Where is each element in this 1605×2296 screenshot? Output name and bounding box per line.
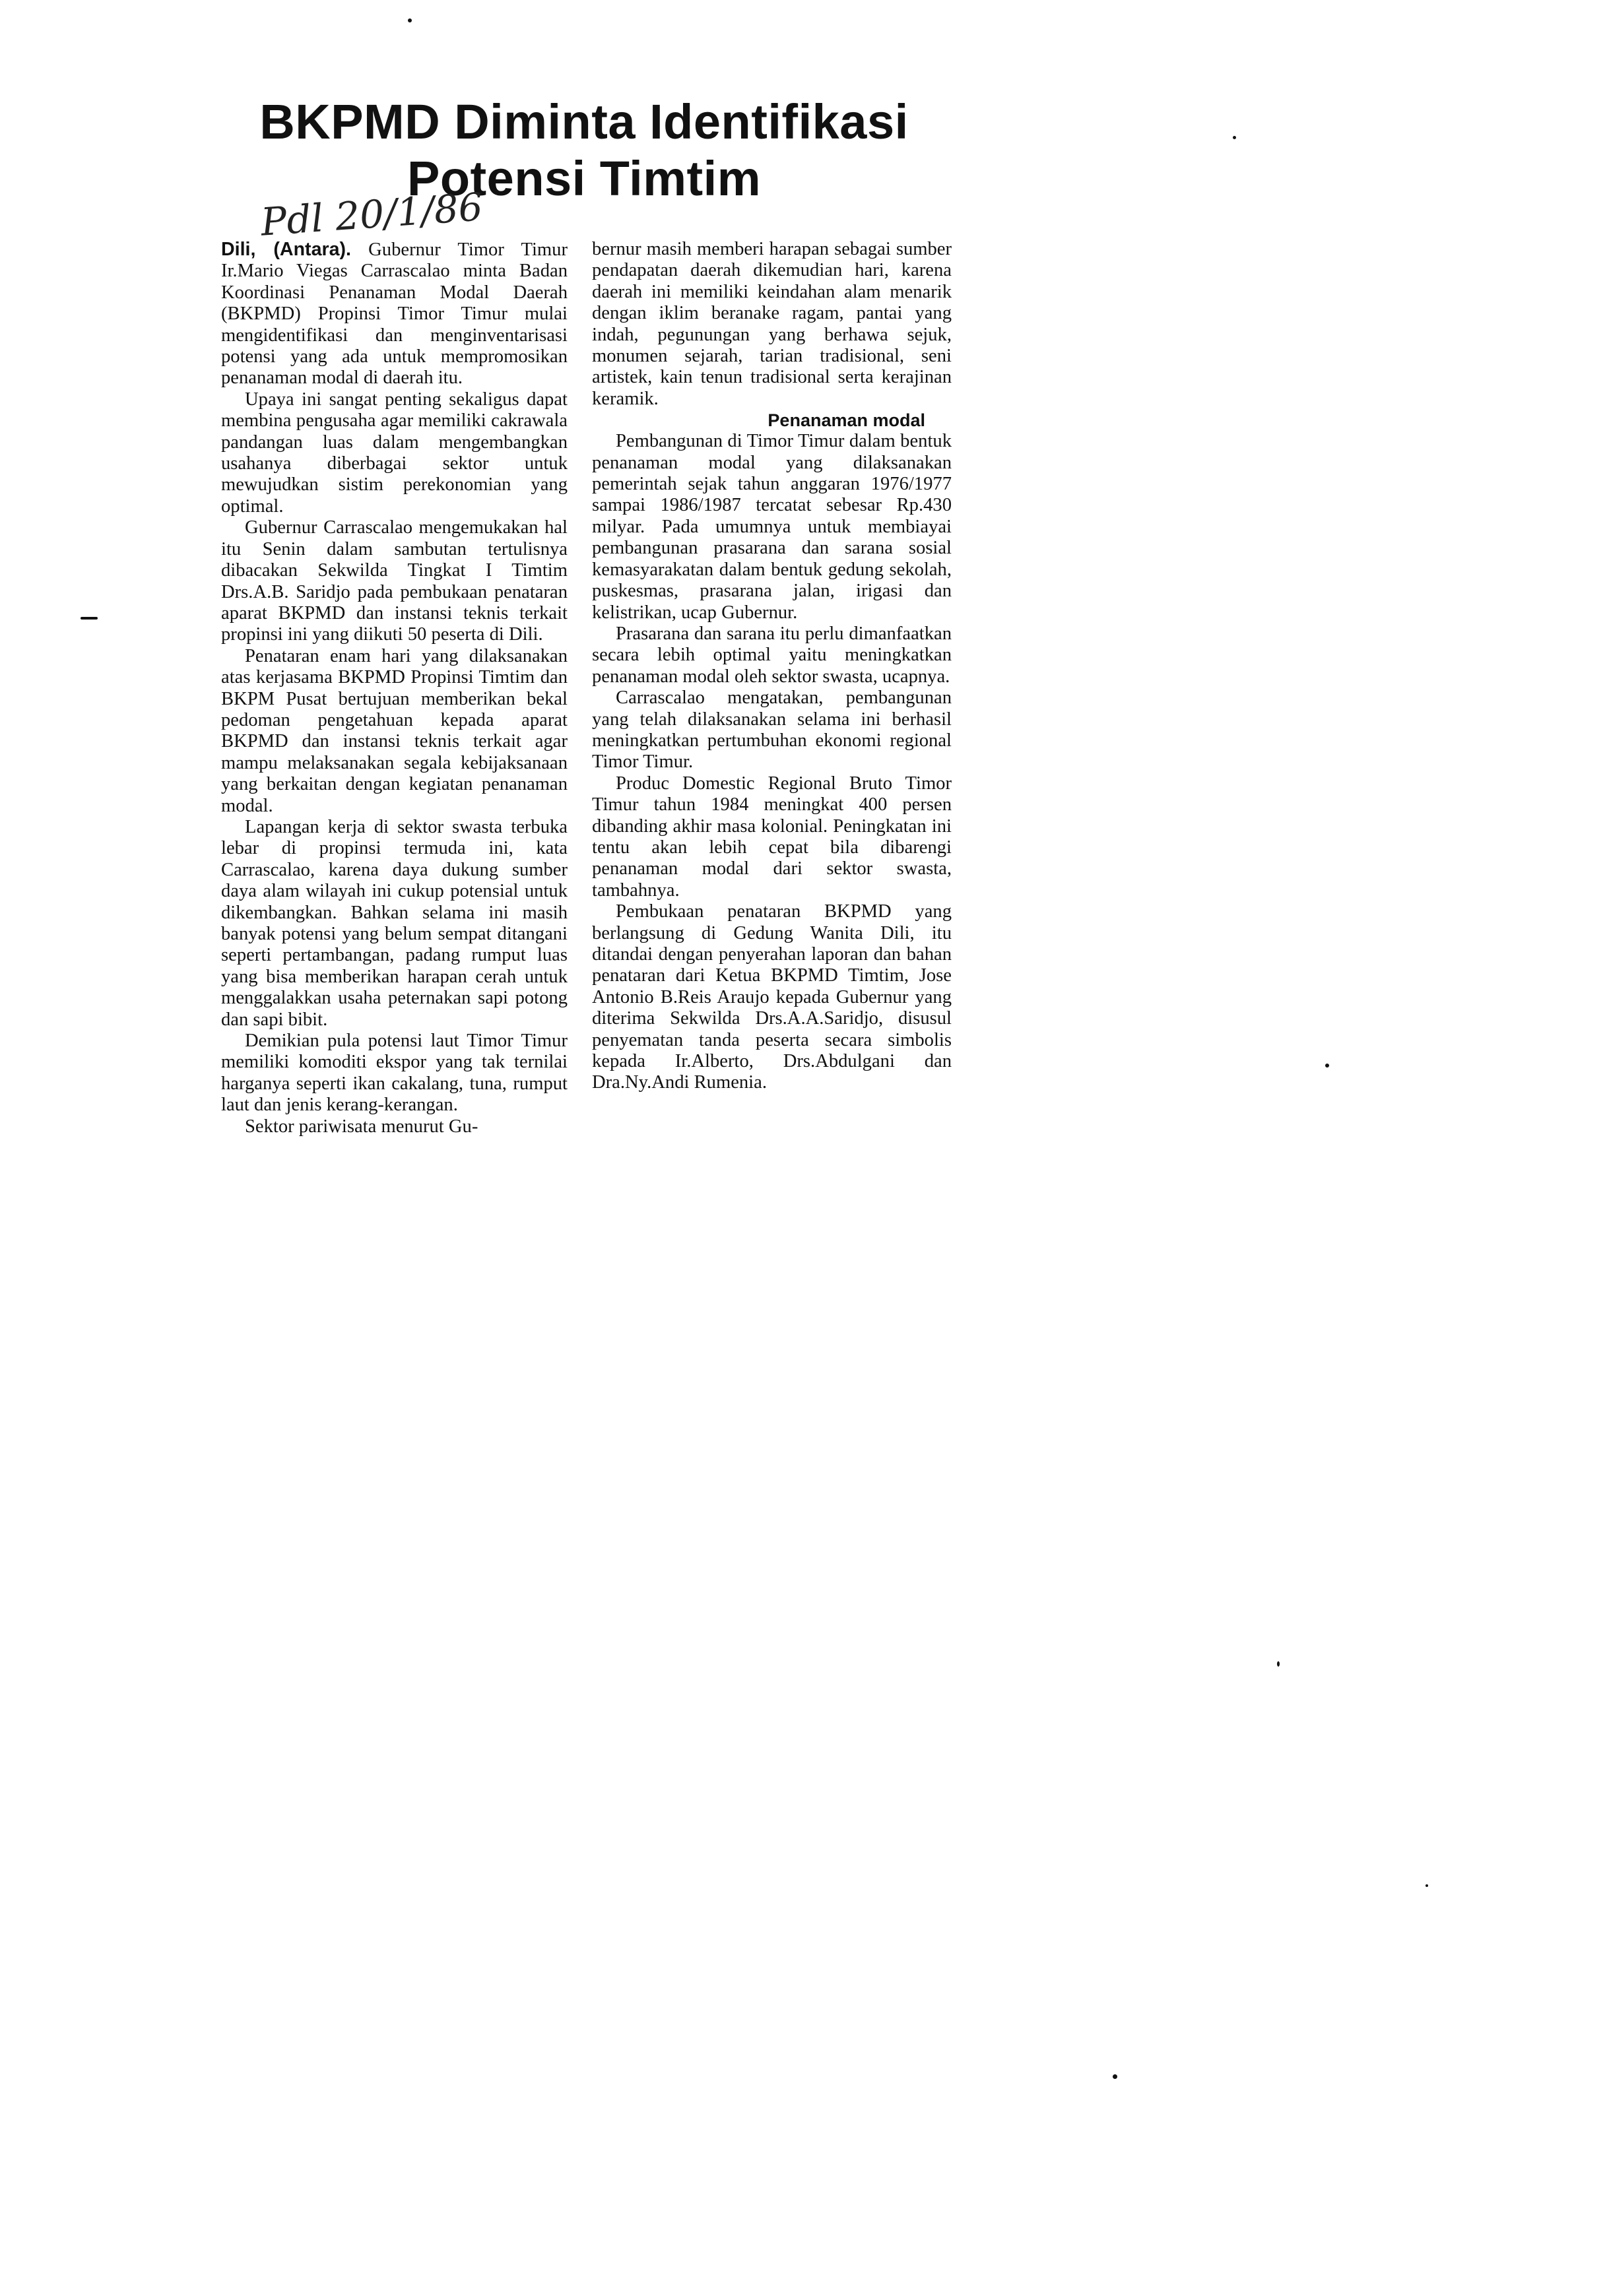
- scan-speck: [1277, 1661, 1280, 1667]
- paragraph: Demikian pula potensi laut Timor Timur memiliki komoditi ekspor yang tak ternilai harganya seperti ikan cakalang, tuna, rumput laut dan jenis kerang-kerangan.: [221, 1031, 568, 1116]
- paragraph: Upaya ini sangat penting sekaligus dapat membina pengusaha agar memiliki cakrawala pandangan luas dalam mengembangkan usahanya diberbagai sektor untuk mewujudkan sistim perekonomian yang optimal.: [221, 389, 568, 517]
- scan-speck: [408, 18, 412, 22]
- paragraph: Lapangan kerja di sektor swasta terbuka lebar di propinsi termuda ini, kata Carrascalao, karena daya dukung sumber daya alam wilayah ini cukup potensial untuk dikembangkan. Bahkan selama ini masih banyak potensi yang belum sempat ditangani seperti pertambangan, padang rumput luas yang bisa memberikan harapan cerah untuk menggalakkan usaha peternakan sapi potong dan sapi bibit.: [221, 816, 568, 1030]
- handwritten-date-note: Pdl 20/1/86: [259, 184, 484, 245]
- scan-speck: [1113, 2074, 1117, 2079]
- headline-line-2: Potensi Timtim: [407, 151, 762, 206]
- scan-speck: [1325, 1064, 1329, 1068]
- paragraph: Prasarana dan sarana itu perlu dimanfaatkan secara lebih optimal yaitu meningkatkan penanaman modal oleh sektor swasta, ucapnya.: [592, 623, 952, 687]
- paragraph: Penataran enam hari yang dilaksanakan atas kerjasama BKPMD Propinsi Timtim dan BKPM Pusat bertujuan memberikan bekal pedoman pengetahuan kepada aparat BKPMD dan instansi teknis terkait agar mampu melaksanakan segala kebijaksanaan yang berkaitan dengan kegiatan penanaman modal.: [221, 645, 568, 816]
- headline-line-1: BKPMD Diminta Identifikasi: [259, 94, 909, 149]
- paragraph: Pembangunan di Timor Timur dalam bentuk penanaman modal yang dilaksanakan pemerintah sejak tahun anggaran 1976/1977 sampai 1986/1987 tercatat sebesar Rp.430 milyar. Pada umumnya untuk membiayai pembangunan prasarana dan sarana sosial kemasyarakatan dalam bentuk gedung sekolah, puskesmas, prasarana jalan, irigasi dan kelistrikan, ucap Gubernur.: [592, 431, 952, 623]
- headline: [218, 94, 950, 207]
- paragraph: Pembukaan penataran BKPMD yang berlangsung di Gedung Wanita Dili, itu ditandai dengan penyerahan laporan dan bahan penataran dari Ketua BKPMD Timtim, Jose Antonio B.Reis Araujo kepada Gubernur yang diterima Sekwilda Drs.A.A.Saridjo, disusul penyematan tanda peserta secara simbolis kepada Ir.Alberto, Drs.Abdulgani dan Dra.Ny.Andi Rumenia.: [592, 901, 952, 1093]
- paragraph: Sektor pariwisata menurut Gu-: [245, 1116, 478, 1137]
- left-column: [221, 239, 568, 1137]
- subheading: Penanaman modal: [768, 410, 925, 431]
- scan-speck: [81, 617, 98, 620]
- paragraph: bernur masih memberi harapan sebagai sumber pendapatan daerah dikemudian hari, karena daerah ini memiliki keindahan alam menarik dengan iklim beranake ragam, pantai yang indah, pegunungan yang berhawa sejuk, monumen sejarah, tarian tradisional, seni artistek, kain tenun tradisional serta kerajinan keramik.: [592, 239, 952, 409]
- paragraph-text: Gubernur Timor Timur Ir.Mario Viegas Carrascalao minta Badan Koordinasi Penanaman Modal Daerah (BKPMD) Propinsi Timor Timur mulai mengidentifikasi dan menginventarisasi potensi yang ada untuk mempromosikan penanaman modal di daerah itu.: [221, 239, 568, 389]
- paragraph: Carrascalao mengatakan, pembangunan yang telah dilaksanakan selama ini berhasil meningkatkan pertumbuhan ekonomi regional Timor Timur.: [592, 687, 952, 773]
- scan-speck: [1233, 136, 1236, 139]
- scan-speck: [1425, 1884, 1428, 1887]
- lead-paragraph: [221, 239, 568, 389]
- right-column: [592, 239, 952, 1094]
- paragraph: Produc Domestic Regional Bruto Timor Timur tahun 1984 meningkat 400 persen dibanding akhir masa kolonial. Peningkatan ini tentu akan lebih cepat bila dibarengi penanaman modal dari sektor swasta, tambahnya.: [592, 773, 952, 901]
- dateline: Dili, (Antara).: [221, 239, 351, 260]
- paragraph: Gubernur Carrascalao mengemukakan hal itu Senin dalam sambutan tertulisnya dibacakan Sekwilda Tingkat I Timtim Drs.A.B. Saridjo pada pembukaan penataran aparat BKPMD dan instansi teknis terkait propinsi ini yang diikuti 50 peserta di Dili.: [221, 517, 568, 645]
